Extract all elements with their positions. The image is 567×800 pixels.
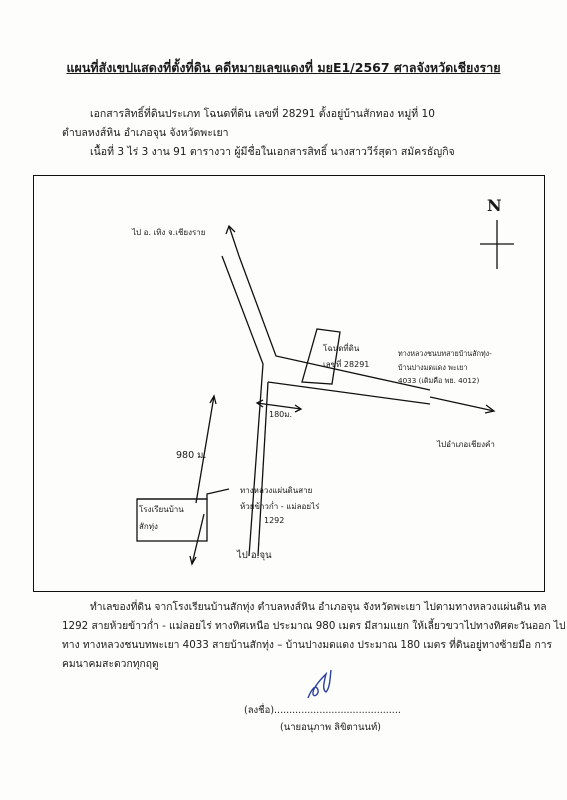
label-to-chiang-rai: ไป อ. เทิง จ.เชียงราย <box>132 228 206 237</box>
header-line-2: ตำบลหงส์หิน อำเภอจุน จังหวัดพะเยา <box>62 127 229 139</box>
label-highway-1292-line-3: 1292 <box>264 516 285 525</box>
description-line-1: ทำเลของที่ดิน จากโรงเรียนบ้านสักทุ่ง ตำบลหงส์หิน อำเภอจุน จังหวัดพะเยา ไปตามทางหลวงแผ่นดิน ทล <box>90 601 547 613</box>
arrow-to-chiang-kham <box>430 397 494 411</box>
description-line-2: 1292 สายห้วยข้าวก่ำ - แม่ลอยไร่ ทางทิศเหนือ ประมาณ 980 เมตร มีสามแยก ให้เลี้ยวขวาไปทางทิศตะวันออก ไป <box>62 620 566 632</box>
land-parcel-28291 <box>302 329 340 384</box>
school-connector <box>137 489 229 499</box>
parcel-label-line-1: โฉนดที่ดิน <box>323 344 360 353</box>
map-frame <box>33 175 545 592</box>
description-line-4: คมนาคมสะดวกทุกฤดู <box>62 658 159 670</box>
arrow-to-chun <box>192 514 204 564</box>
label-highway-4033-line-3: 4033 (เดิมคือ พย. 4012) <box>398 376 480 385</box>
label-highway-1292-line-1: ทางหลวงแผ่นดินสาย <box>240 486 313 495</box>
signer-name: (นายอนุภาพ ลิขิตานนท์) <box>280 722 381 733</box>
north-label: N <box>487 196 502 215</box>
document-title: แผนที่สังเขปแสดงที่ตั้งที่ดิน คดีหมายเลขแดงที่ มยE1/2567 ศาลจังหวัดเชียงราย <box>66 60 501 75</box>
description-line-3: ทาง ทางหลวงชนบทพะเยา 4033 สายบ้านสักทุ่ง – บ้านปางมดแดง ประมาณ 180 เมตร ที่ดินอยู่ทางซ้ายมือ การ <box>62 639 553 651</box>
signature-line: (ลงชื่อ).......................................... <box>244 705 401 716</box>
label-to-chun: ไป อ.จุน <box>237 550 272 561</box>
school-label-line-1: โรงเรียนบ้าน <box>139 505 184 514</box>
parcel-label-line-2: เลขที่ 28291 <box>323 360 370 369</box>
label-highway-4033-line-2: บ้านปางมดแดง พะเยา <box>398 363 468 372</box>
label-distance-180: 180ม. <box>269 410 293 419</box>
header-line-3: เนื้อที่ 3 ไร่ 3 งาน 91 ตารางวา ผู้มีชื่อในเอกสารสิทธิ์ นางสาววีร์สุดา สมัครธัญกิจ <box>90 146 455 158</box>
label-to-chiang-kham: ไปอำเภอเชียงคำ <box>437 440 495 449</box>
handwritten-signature <box>300 664 340 704</box>
school-label-line-2: สักทุ่ง <box>139 522 158 531</box>
header-line-1: เอกสารสิทธิ์ที่ดินประเภท โฉนดที่ดิน เลขที่ 28291 ตั้งอยู่บ้านสักทอง หมู่ที่ 10 <box>90 108 435 120</box>
label-highway-4033-line-1: ทางหลวงชนบทสายบ้านสักทุ่ง- <box>398 349 492 358</box>
label-distance-980: 980 ม. <box>176 450 207 461</box>
label-highway-1292-line-2: ห้วยข้าวก่ำ - แม่ลอยไร่ <box>240 502 320 511</box>
